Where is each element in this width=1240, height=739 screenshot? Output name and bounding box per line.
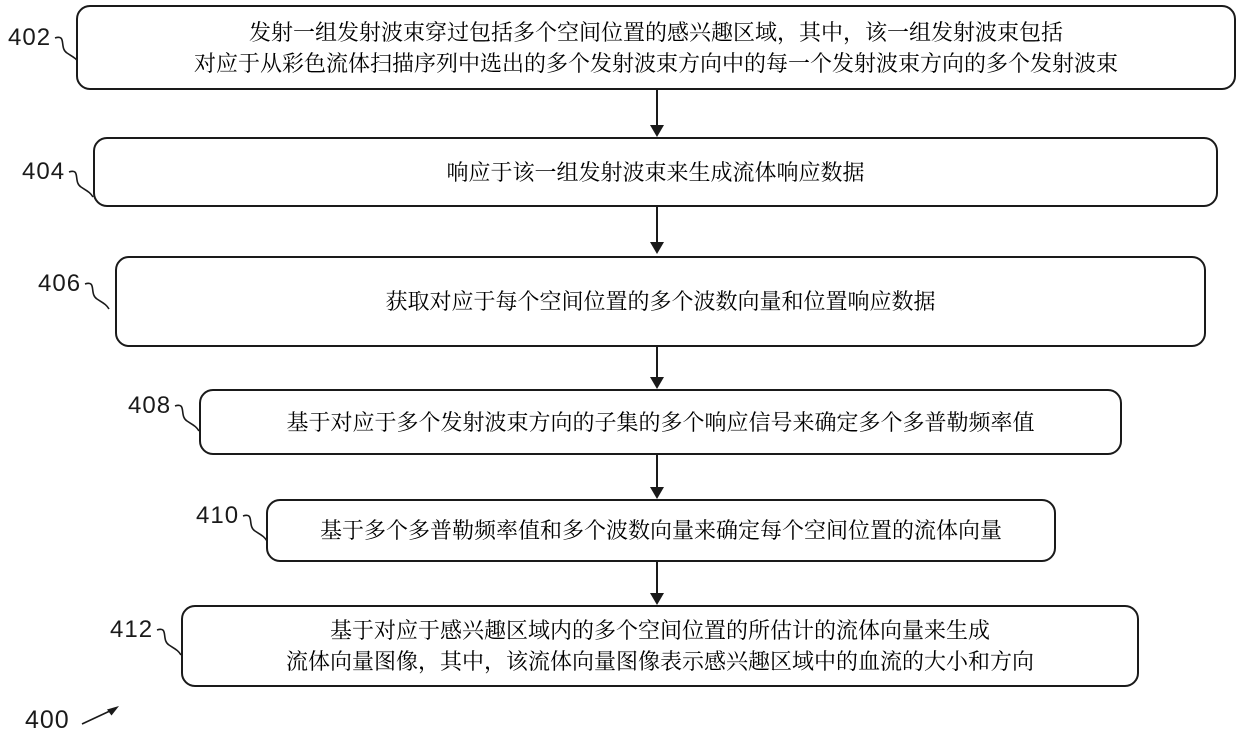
step-box-402	[76, 5, 1236, 90]
squiggle-connector-icon	[156, 626, 182, 656]
ref-label-406	[38, 270, 110, 310]
ref-number: 402	[8, 24, 52, 51]
step-text-line: 发射一组发射波束穿过包括多个空间位置的感兴趣区域，其中，该一组发射波束包括	[248, 19, 1063, 45]
ref-number: 412	[110, 616, 154, 643]
squiggle-connector-icon	[84, 280, 110, 310]
step-text-line: 对应于从彩色流体扫描序列中选出的多个发射波束方向中的每一个发射波束方向的多个发射波束	[193, 50, 1118, 76]
ref-label-408	[128, 392, 200, 432]
step-box-410	[266, 499, 1056, 562]
step-box-408	[199, 389, 1122, 455]
flow-arrow-down-icon	[650, 562, 664, 605]
squiggle-connector-icon	[174, 402, 200, 432]
arrow-shaft	[656, 455, 658, 489]
step-text-line: 基于对应于感兴趣区域内的多个空间位置的所估计的流体向量来生成	[329, 618, 990, 643]
arrow-shaft	[656, 90, 658, 127]
step-text-line: 基于多个多普勒频率值和多个波数向量来确定每个空间位置的流体向量	[319, 518, 1002, 543]
flow-arrow-down-icon	[650, 455, 664, 499]
flow-arrow-down-icon	[650, 207, 664, 254]
step-box-406	[115, 256, 1206, 347]
ref-number: 410	[196, 502, 240, 529]
arrow-head	[650, 377, 664, 389]
arrow-head	[650, 125, 664, 137]
ref-number: 408	[128, 392, 172, 419]
squiggle-connector-icon	[68, 168, 94, 198]
ref-label-402	[8, 24, 80, 64]
step-box-412	[181, 605, 1139, 687]
ref-number: 406	[38, 270, 82, 297]
flow-arrow-down-icon	[650, 347, 664, 389]
ref-label-404	[22, 158, 94, 198]
arrow-head	[650, 487, 664, 499]
arrow-shaft	[656, 562, 658, 595]
step-text-line: 基于对应于多个发射波束方向的子集的多个响应信号来确定多个多普勒频率值	[286, 409, 1035, 435]
step-text-line: 响应于该一组发射波束来生成流体响应数据	[446, 159, 865, 185]
step-text-line: 获取对应于每个空间位置的多个波数向量和位置响应数据	[385, 289, 936, 314]
ref-label-412	[110, 616, 182, 656]
ref-label-410	[196, 502, 268, 542]
flow-arrow-down-icon	[650, 90, 664, 137]
ref-number: 404	[22, 158, 66, 185]
arrow-shaft	[656, 347, 658, 379]
arrow-head	[650, 242, 664, 254]
arrow-head	[650, 593, 664, 605]
figure-label-400	[25, 702, 124, 738]
figure-number: 400	[25, 705, 70, 734]
squiggle-connector-icon	[242, 512, 268, 542]
figure-pointer-arrow-icon	[80, 702, 124, 728]
step-box-404	[93, 137, 1218, 207]
arrow-shaft	[656, 207, 658, 244]
step-text-line: 流体向量图像，其中，该流体向量图像表示感兴趣区域中的血流的大小和方向	[285, 649, 1034, 674]
